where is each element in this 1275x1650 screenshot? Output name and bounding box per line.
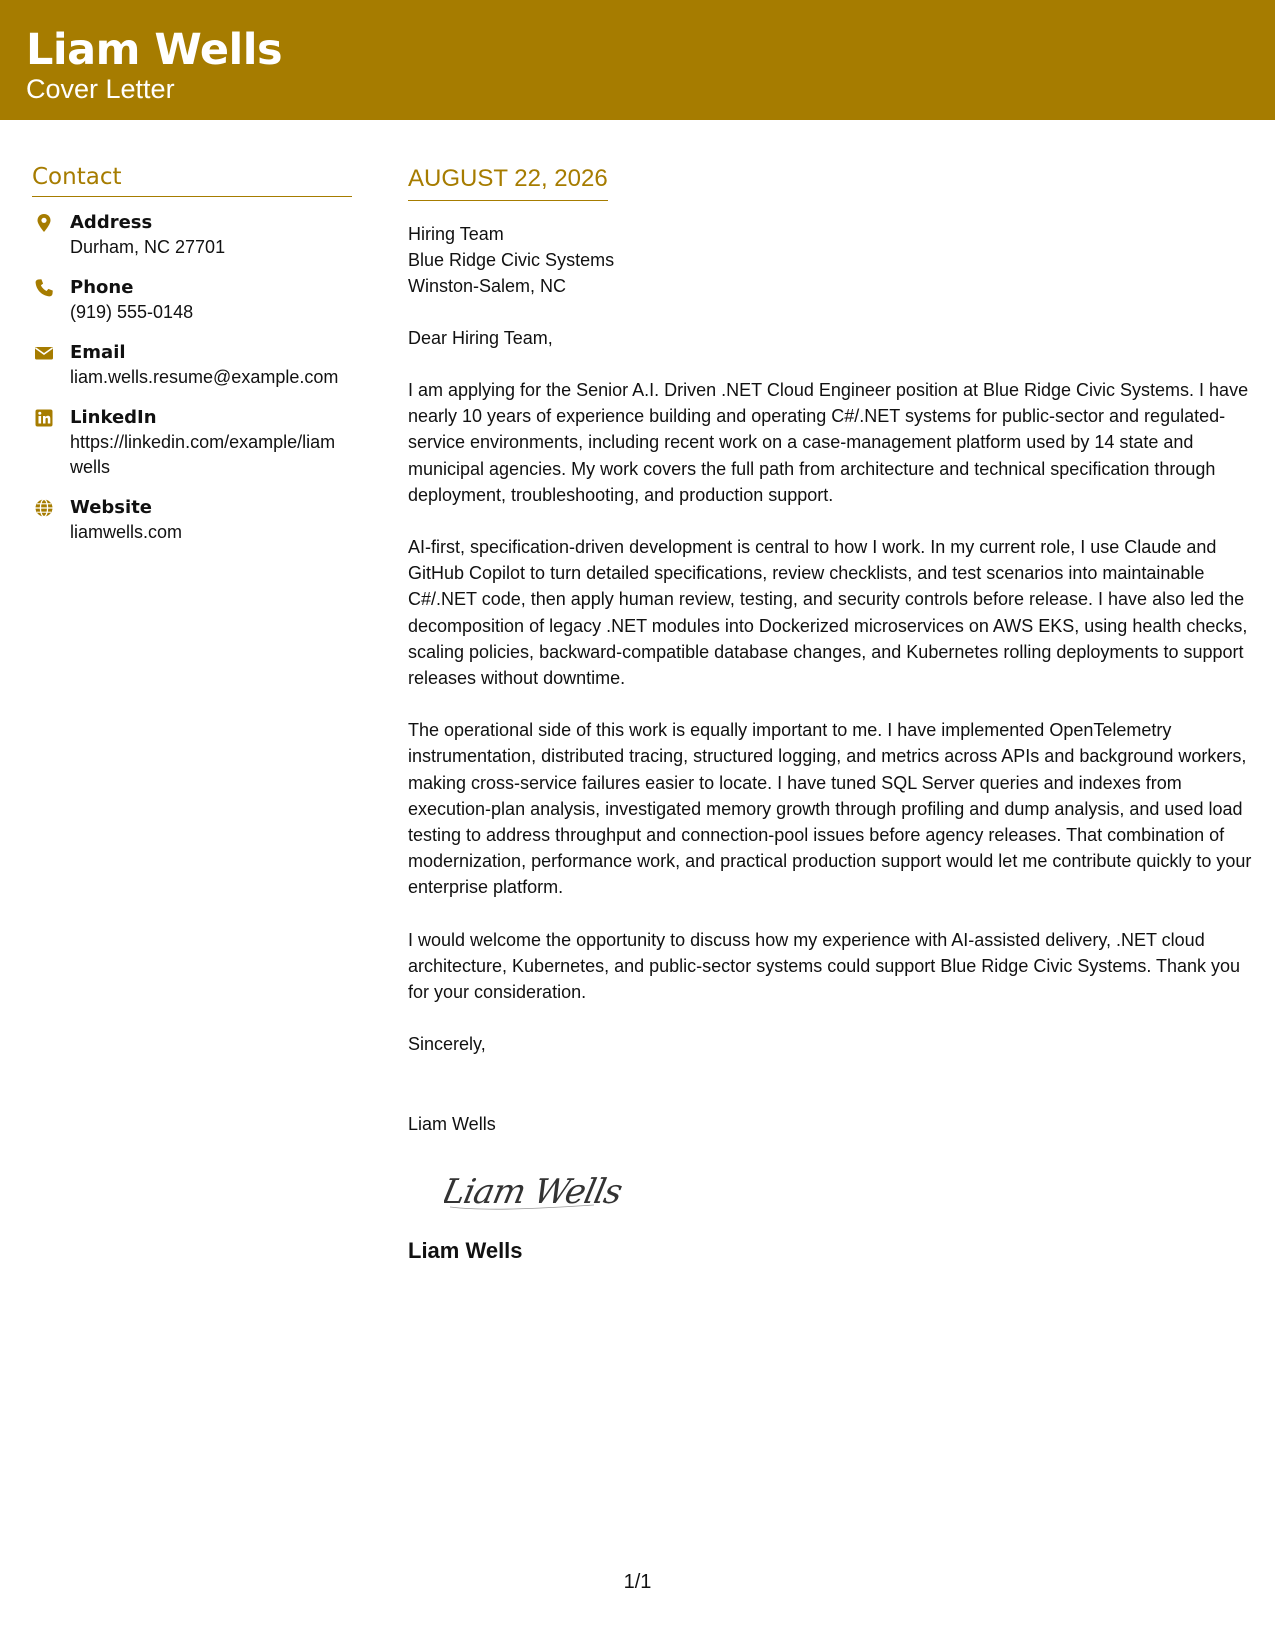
contact-label: Address <box>70 212 153 233</box>
letter-body <box>408 162 1253 1266</box>
letter-closing: Sincerely, <box>408 1034 486 1055</box>
page-number: 1/1 <box>623 1571 652 1593</box>
contact-item-website <box>32 496 352 545</box>
recipient-line: Hiring Team <box>408 224 504 244</box>
contact-value[interactable]: liamwells.com <box>70 522 183 542</box>
contact-item-linkedin <box>32 406 352 480</box>
contact-value: (919) 555-0148 <box>70 302 194 322</box>
contact-section-title: Contact <box>32 162 352 197</box>
signature-text: Liam Wells <box>444 1172 626 1213</box>
contact-value[interactable]: liam.wells.resume@example.com <box>70 367 339 387</box>
contact-value[interactable]: https://linkedin.com/example/liamwells <box>70 432 336 477</box>
contact-item-address <box>32 211 352 260</box>
globe-icon <box>34 498 54 518</box>
contact-label: LinkedIn <box>70 407 157 428</box>
header-banner <box>0 0 1275 120</box>
letter-paragraph: I am applying for the Senior A.I. Driven .NET Cloud Engineer position at Blue Ridge Civic Systems. I have nearly 10 years of experience building and operating C#/.NET systems for public-sector and regulated-service environments, including recent work on a case-management platform used by 14 state and municipal agencies. My work covers the full path from architecture and technical specification through deployment, troubleshooting, and production support. <box>408 380 1249 505</box>
contact-label: Phone <box>70 277 134 298</box>
handwritten-signature <box>444 1167 644 1217</box>
letter-paragraph: AI-first, specification-driven development is central to how I work. In my current role, I use Claude and GitHub Copilot to turn detailed specifications, review checklists, and test scenarios into maintainable C#/.NET code, then apply human review, testing, and security controls before release. I have also led the decomposition of legacy .NET modules into Dockerized microservices on AWS EKS, using health checks, scaling policies, backward-compatible database changes, and Kubernetes rolling deployments to support releases without downtime. <box>408 537 1248 689</box>
letter-date: AUGUST 22, 2026 <box>408 162 608 201</box>
phone-icon <box>34 278 54 298</box>
linkedin-icon <box>34 408 54 428</box>
contact-label: Website <box>70 497 153 518</box>
contact-value: Durham, NC 27701 <box>70 237 226 257</box>
contact-item-phone <box>32 276 352 325</box>
contact-list <box>32 211 352 545</box>
recipient-block <box>408 221 1253 299</box>
recipient-line: Winston-Salem, NC <box>408 276 567 296</box>
document-subtitle: Cover Letter <box>26 74 175 104</box>
recipient-line: Blue Ridge Civic Systems <box>408 250 615 270</box>
applicant-name: Liam Wells <box>26 25 283 75</box>
signature-printed-name: Liam Wells <box>408 1238 523 1264</box>
contact-label: Email <box>70 342 126 363</box>
letter-paragraph: The operational side of this work is equally important to me. I have implemented OpenTelemetry instrumentation, distributed tracing, structured logging, and metrics across APIs and background workers, making cross-service failures easier to locate. I have tuned SQL Server queries and indexes from execution-plan analysis, investigated memory growth through profiling and dump analysis, and used load testing to address throughput and connection-pool issues before agency releases. That combination of modernization, performance work, and practical production support would let me contribute quickly to your enterprise platform. <box>408 720 1252 898</box>
letter-paragraph: I would welcome the opportunity to discuss how my experience with AI-assisted delivery, .NET cloud architecture, Kubernetes, and public-sector systems could support Blue Ridge Civic Systems. Thank you for your consideration. <box>408 929 1241 1003</box>
typed-name: Liam Wells <box>408 1114 496 1135</box>
contact-sidebar <box>32 162 352 561</box>
map-pin-icon <box>34 213 54 233</box>
letter-greeting: Dear Hiring Team, <box>408 328 553 348</box>
contact-item-email <box>32 341 352 390</box>
envelope-icon <box>34 343 54 363</box>
